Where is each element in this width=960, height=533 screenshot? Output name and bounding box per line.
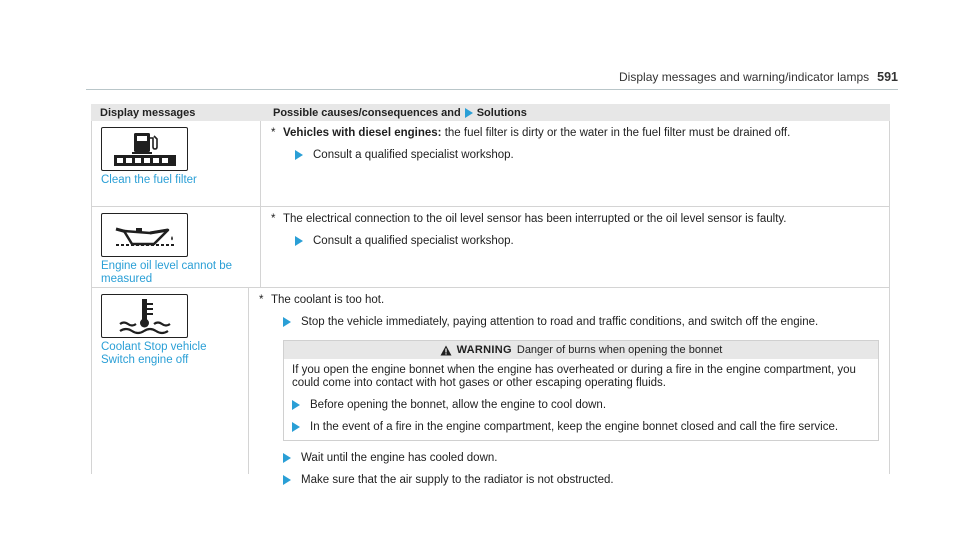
solution-arrow-icon [283, 475, 291, 485]
page-header-title: Display messages and warning/indicator lamps [619, 70, 870, 84]
solution-arrow-icon [295, 236, 303, 246]
cause-text: The electrical connection to the oil level sensor has been interrupted or the oil level sensor is faulty. [283, 213, 787, 225]
message-cell [91, 121, 261, 206]
oil-can-icon [101, 213, 188, 257]
cause-item [271, 126, 879, 140]
cause-text: The coolant is too hot. [271, 294, 385, 306]
display-message-line: Coolant Stop vehicle [101, 341, 207, 353]
solution-step [283, 473, 879, 487]
warning-header [284, 341, 878, 359]
table-row [91, 288, 890, 486]
display-message-line: Switch engine off [101, 354, 189, 366]
display-message-text [101, 260, 260, 286]
causes-cell [261, 207, 890, 287]
table-row [91, 121, 890, 207]
page-header [619, 70, 898, 84]
cause-item [259, 293, 879, 307]
warning-step [292, 420, 870, 434]
solution-step [295, 148, 879, 162]
solution-step-text: Wait until the engine has cooled down. [301, 452, 498, 464]
cause-item [271, 212, 879, 226]
message-cell [91, 288, 249, 474]
solution-step [295, 234, 879, 248]
warning-box [283, 340, 879, 441]
coolant-temperature-icon [101, 294, 188, 338]
column-header-display-messages: Display messages [100, 106, 196, 119]
display-message-line: measured [101, 273, 153, 285]
solution-step [283, 315, 879, 329]
warning-body [284, 359, 878, 440]
warning-subtitle: Danger of burns when opening the bonnet [516, 344, 723, 356]
cause-bold-text: Vehicles with diesel engines: [283, 127, 442, 139]
column-header-causes-label: Possible causes/consequences and [273, 106, 461, 119]
warning-step-text: Before opening the bonnet, allow the engine to cool down. [310, 399, 607, 411]
causes-cell [249, 288, 890, 486]
column-header-causes-solutions [261, 107, 890, 119]
solution-arrow-icon [292, 422, 300, 432]
table-row [91, 207, 890, 288]
header-divider [86, 89, 898, 90]
solution-arrow-icon [465, 108, 473, 118]
warning-body-text: If you open the engine bonnet when the engine has overheated or during a fire in the engine compartment, you could come into contact with hot gases or other escaping operating fluids. [292, 364, 856, 389]
bullet-asterisk: * [271, 127, 276, 139]
warning-step [292, 398, 870, 412]
solution-step [283, 451, 879, 465]
solution-arrow-icon [283, 317, 291, 327]
solution-arrow-icon [292, 400, 300, 410]
cause-text: the fuel filter is dirty or the water in the fuel filter must be drained off. [441, 127, 791, 139]
table-header-row [91, 104, 890, 121]
solution-step-text: Consult a qualified specialist workshop. [313, 149, 514, 161]
warning-title: WARNING [456, 344, 512, 356]
column-header-solutions-label: Solutions [476, 106, 527, 119]
solution-arrow-icon [295, 150, 303, 160]
solution-step-text: Make sure that the air supply to the radiator is not obstructed. [301, 474, 614, 486]
display-message-line: Engine oil level cannot be [101, 260, 233, 272]
solution-step-text: Stop the vehicle immediately, paying attention to road and traffic conditions, and switch off the engine. [301, 316, 819, 328]
display-message-text [101, 341, 248, 367]
bullet-asterisk: * [259, 294, 264, 306]
warning-triangle-icon [440, 345, 452, 356]
display-messages-table [91, 104, 890, 486]
bullet-asterisk: * [271, 213, 276, 225]
fuel-filter-icon [101, 127, 188, 171]
causes-cell [261, 121, 890, 206]
message-cell [91, 207, 261, 287]
display-message-text: Clean the fuel filter [101, 174, 197, 186]
solution-step-text: Consult a qualified specialist workshop. [313, 235, 514, 247]
warning-step-text: In the event of a fire in the engine compartment, keep the engine bonnet closed and call the fire service. [310, 421, 839, 433]
page-number: 591 [877, 70, 898, 84]
solution-arrow-icon [283, 453, 291, 463]
